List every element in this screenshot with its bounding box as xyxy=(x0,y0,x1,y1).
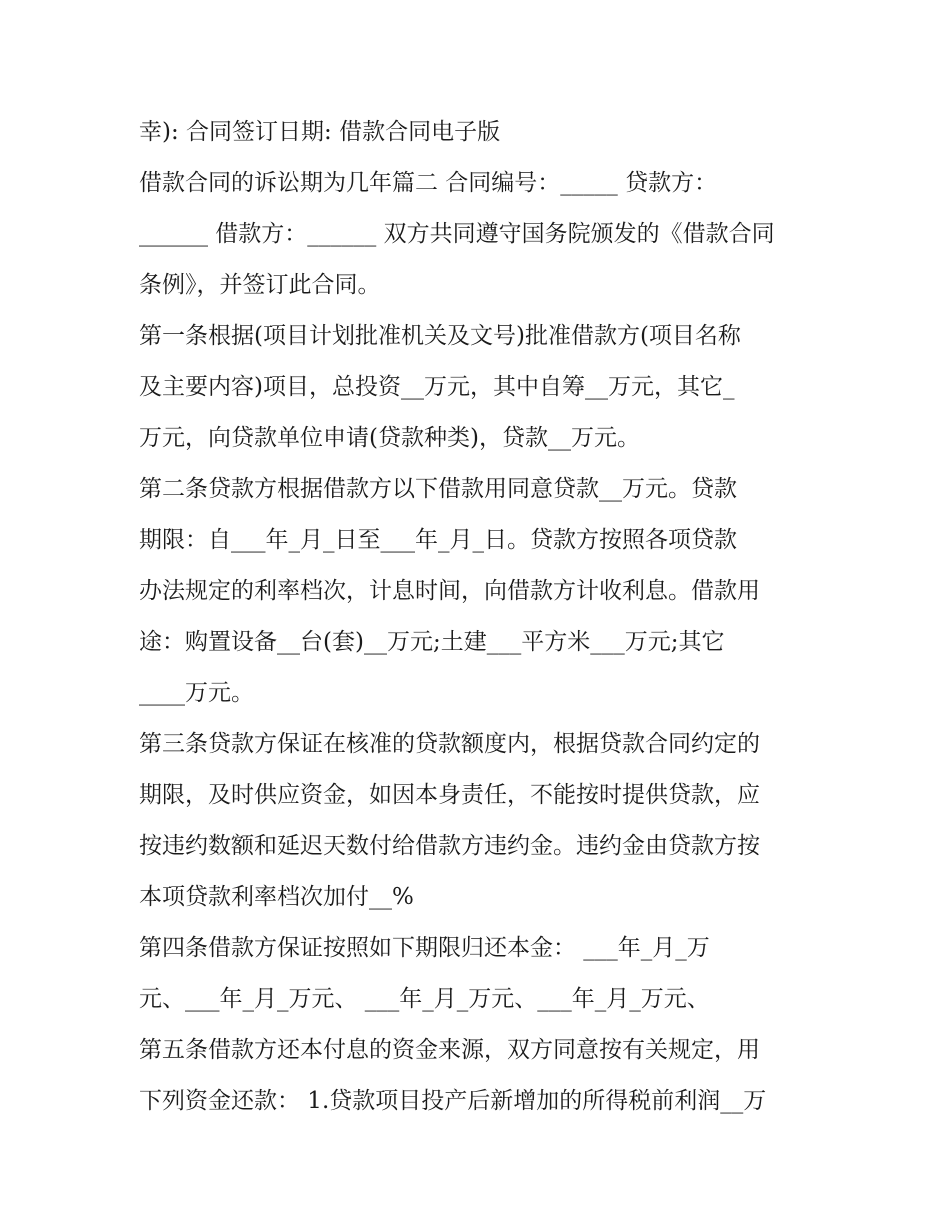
text-line: 第二条贷款方根据借款方以下借款用同意贷款__万元。贷款 xyxy=(139,476,737,502)
document-body xyxy=(139,107,819,1127)
text-line: 本项贷款利率档次加付__% xyxy=(139,884,414,910)
text-line: 期限：自___年_月_日至___年_月_日。贷款方按照各项贷款 xyxy=(139,527,737,553)
text-line: 万元，向贷款单位申请(贷款种类)，贷款__万元。 xyxy=(139,425,640,451)
text-line: 条例》，并签订此合同。 xyxy=(139,272,381,298)
text-line: 及主要内容)项目，总投资__万元，其中自筹__万元，其它_ xyxy=(139,374,735,400)
text-line: 办法规定的利率档次，计息时间，向借款方计收利息。借款用 xyxy=(139,578,760,604)
text-line: 第四条借款方保证按照如下期限归还本金： ___年_月_万 xyxy=(139,935,710,961)
text-line: 期限，及时供应资金，如因本身责任，不能按时提供贷款，应 xyxy=(139,782,760,808)
text-line: 下列资金还款： 1.贷款项目投产后新增加的所得税前利润__万 xyxy=(139,1088,767,1114)
text-line: 途：购置设备__台(套)__万元;土建___平方米___万元;其它 xyxy=(139,629,725,655)
text-line: 按违约数额和延迟天数付给借款方违约金。违约金由贷款方按 xyxy=(139,833,760,859)
text-line: ______ 借款方：______ 双方共同遵守国务院颁发的《借款合同 xyxy=(139,221,775,247)
text-line: 第一条根据(项目计划批准机关及文号)批准借款方(项目名称 xyxy=(139,323,741,349)
text-line: 借款合同的诉讼期为几年篇二 合同编号：_____ 贷款方： xyxy=(139,170,718,196)
text-line: 元、___年_月_万元、 ___年_月_万元、___年_月_万元、 xyxy=(139,986,710,1012)
text-line: ____万元。 xyxy=(139,680,254,706)
text-line: 第五条借款方还本付息的资金来源，双方同意按有关规定，用 xyxy=(139,1037,760,1063)
text-line: 第三条贷款方保证在核准的贷款额度内，根据贷款合同约定的 xyxy=(139,731,760,757)
text-line: 幸): 合同签订日期: 借款合同电子版 xyxy=(139,119,501,145)
